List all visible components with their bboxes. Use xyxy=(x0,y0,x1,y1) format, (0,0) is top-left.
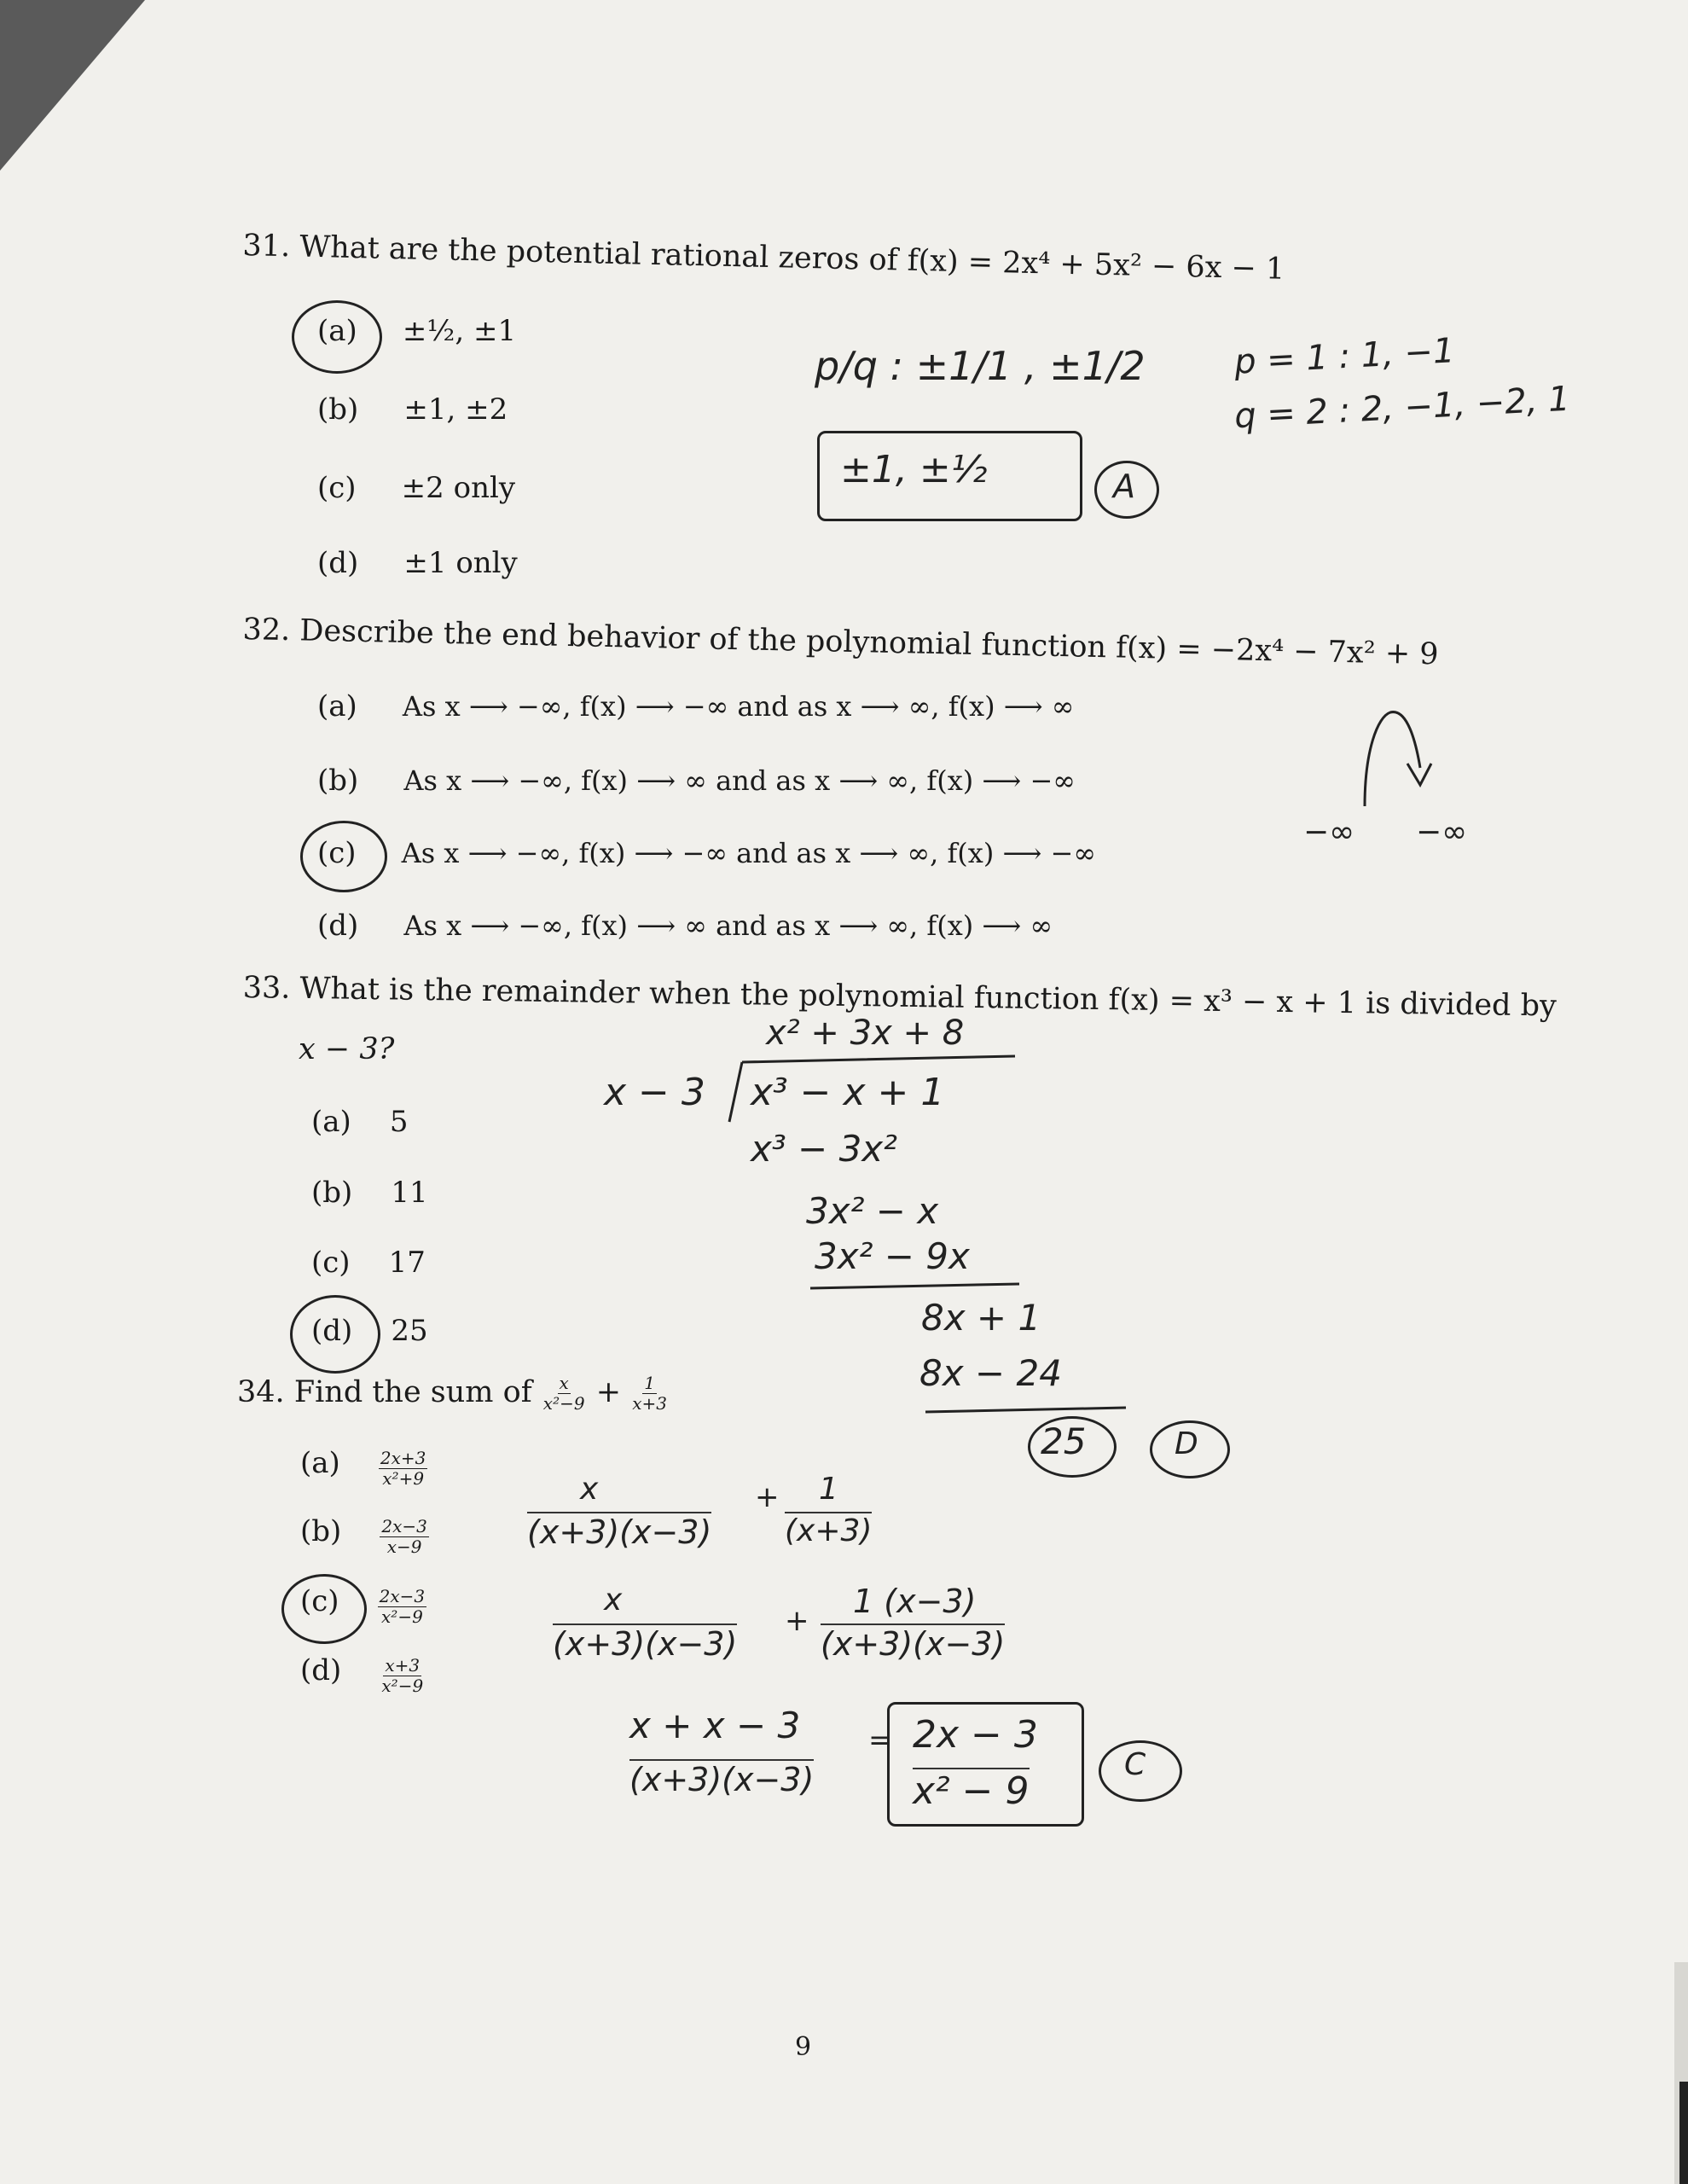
q32-option-b-text: As x ⟶ −∞, f(x) ⟶ ∞ and as x ⟶ ∞, f(x) ⟶ −∞ xyxy=(403,764,1076,797)
q33-work-answer: D xyxy=(1175,1426,1198,1461)
q34-option-a-num: 2x+3 xyxy=(380,1448,426,1468)
q34-option-d-num: x+3 xyxy=(385,1655,421,1676)
q34-plus: + xyxy=(595,1375,622,1409)
q34-option-b-num: 2x−3 xyxy=(381,1516,427,1536)
q34-option-b-label: (b) xyxy=(300,1514,342,1548)
q34-frac1-den: x²−9 xyxy=(542,1393,585,1414)
q32-option-d-label: (d) xyxy=(317,909,359,943)
q31-option-c-text: ±2 only xyxy=(401,471,516,505)
q34-work-s2-den: (x+3)(x−3) xyxy=(553,1625,738,1663)
q34-work-s2-num: x xyxy=(604,1583,623,1618)
q32-option-b-label: (b) xyxy=(317,764,359,798)
q31-number: 31. xyxy=(242,229,291,264)
division-bracket xyxy=(729,1056,1015,1122)
q32-option-c-text: As x ⟶ −∞, f(x) ⟶ −∞ and as x ⟶ ∞, f(x) ⟶ −∞ xyxy=(401,837,1096,869)
q33-work-quotient: x² + 3x + 8 xyxy=(766,1014,965,1053)
q34-work-answer: C xyxy=(1124,1747,1146,1782)
q33-option-a-label: (a) xyxy=(311,1105,351,1139)
subtraction-line-1 xyxy=(810,1284,1019,1288)
q31-work-q: q = 2 : 2, −1, −2, 1 xyxy=(1233,379,1571,437)
q33-option-d-text: 25 xyxy=(391,1314,428,1348)
q33-option-c-label: (c) xyxy=(311,1246,351,1280)
q31-option-d-text: ±1 only xyxy=(403,546,518,580)
q33-work-line1: x³ − 3x² xyxy=(751,1128,897,1170)
q34-option-d-den: x²−9 xyxy=(381,1676,424,1696)
q31-work-p: p = 1 : 1, −1 xyxy=(1233,331,1456,382)
q34-option-c-label: (c) xyxy=(300,1584,339,1618)
q33-text: What is the remainder when the polynomial function f(x) = x³ − x + 1 is divided by xyxy=(299,971,1557,1024)
q34-text: Find the sum of xyxy=(293,1375,532,1409)
page-number: 9 xyxy=(795,2032,812,2062)
q34-option-d-label: (d) xyxy=(300,1653,342,1687)
q33-option-c-text: 17 xyxy=(388,1246,426,1280)
q31-option-a-text: ±½, ±1 xyxy=(402,314,517,348)
q34-frac2-num: 1 xyxy=(644,1373,655,1393)
q31-option-a-label: (a) xyxy=(317,314,357,348)
q33-work-remainder: 25 xyxy=(1041,1420,1087,1462)
q34-work-equals: = xyxy=(868,1723,893,1757)
q34-work-s1-num2: 1 xyxy=(819,1472,838,1507)
q32-option-c-label: (c) xyxy=(317,836,357,870)
q33-question-cont: x − 3? xyxy=(299,1032,395,1066)
q33-work-divisor: x − 3 xyxy=(604,1071,705,1114)
q33-option-b-label: (b) xyxy=(311,1176,353,1210)
q32-work-left: −∞ xyxy=(1303,815,1355,850)
q32-text: Describe the end behavior of the polynomial function f(x) = −2x⁴ − 7x² + 9 xyxy=(299,613,1439,672)
q34-work-s2-plus: + xyxy=(785,1604,809,1638)
q33-option-d-label: (d) xyxy=(311,1314,353,1348)
q32-work-right: −∞ xyxy=(1416,815,1468,850)
q34-frac1-num: x xyxy=(559,1373,569,1393)
q32-option-d-text: As x ⟶ −∞, f(x) ⟶ ∞ and as x ⟶ ∞, f(x) ⟶ ∞ xyxy=(403,909,1053,942)
subtraction-line-2 xyxy=(925,1408,1126,1412)
q32-option-a-text: As x ⟶ −∞, f(x) ⟶ −∞ and as x ⟶ ∞, f(x) ⟶ ∞ xyxy=(402,690,1075,723)
q34-option-c-num: 2x−3 xyxy=(379,1586,426,1606)
q34-option-a-den: x²+9 xyxy=(382,1468,425,1489)
q34-work-final-num: 2x − 3 xyxy=(913,1713,1038,1757)
q31-work-boxed: ±1, ±½ xyxy=(840,448,988,491)
q34-number: 34. xyxy=(237,1375,285,1409)
q31-option-c-label: (c) xyxy=(317,471,357,505)
q32-option-a-label: (a) xyxy=(317,689,357,723)
q33-work-line4: 8x + 1 xyxy=(921,1297,1041,1339)
q31-text: What are the potential rational zeros of f(x) = 2x⁴ + 5x² − 6x − 1 xyxy=(299,229,1285,287)
q34-work-s3-den: (x+3)(x−3) xyxy=(629,1761,815,1798)
q31-option-d-label: (d) xyxy=(317,546,359,580)
q34-work-final-den: x² − 9 xyxy=(913,1769,1030,1813)
q34-work-s2-den2: (x+3)(x−3) xyxy=(821,1625,1006,1663)
q34-option-b-den: x−9 xyxy=(386,1536,422,1557)
q33-work-line5: 8x − 24 xyxy=(919,1352,1062,1394)
q34-option-a-label: (a) xyxy=(300,1446,340,1480)
end-behavior-sketch xyxy=(1365,712,1431,806)
q34-work-s3-num: x + x − 3 xyxy=(629,1705,801,1746)
q34-work-s1-den: (x+3)(x−3) xyxy=(527,1513,712,1551)
q34-work-s1-den2: (x+3) xyxy=(785,1513,873,1548)
q34-work-s1-num: x xyxy=(580,1472,599,1507)
q31-work-answer: A xyxy=(1113,468,1135,505)
q34-work-s2-num2: 1 (x−3) xyxy=(853,1583,977,1620)
q33-work-dividend: x³ − x + 1 xyxy=(751,1071,945,1114)
q34-option-c-den: x²−9 xyxy=(381,1606,423,1627)
q34-frac2-den: x+3 xyxy=(632,1393,667,1414)
q32-number: 32. xyxy=(242,613,291,648)
q31-option-b-label: (b) xyxy=(317,392,359,427)
q33-number: 33. xyxy=(242,971,291,1006)
q34-work-s1-plus: + xyxy=(755,1480,780,1514)
q33-option-b-text: 11 xyxy=(391,1176,428,1210)
q33-option-a-text: 5 xyxy=(389,1105,409,1139)
q31-option-b-text: ±1, ±2 xyxy=(403,392,508,427)
q33-work-line3: 3x² − 9x xyxy=(815,1235,970,1277)
q33-work-line2: 3x² − x xyxy=(806,1190,939,1232)
q31-work-pq: p/q : ±1/1 , ±1/2 xyxy=(815,343,1146,389)
